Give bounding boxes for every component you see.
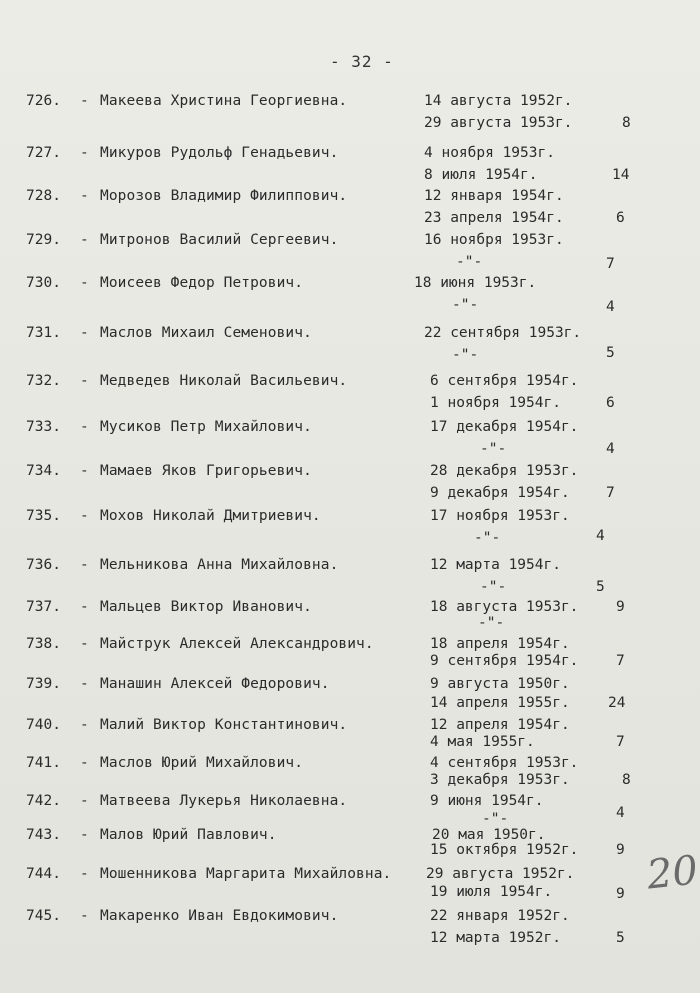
start-date: 28 декабря 1953г.: [430, 463, 579, 479]
ditto-mark: -"-: [456, 254, 483, 270]
person-name: Мальцев Виктор Иванович.: [100, 599, 312, 615]
end-date: 14 апреля 1955г.: [430, 695, 570, 711]
record-number: 727.: [26, 145, 61, 161]
start-date: 9 августа 1950г.: [430, 676, 570, 692]
person-name: Мамаев Яков Григорьевич.: [100, 463, 312, 479]
record-entry: [0, 507, 700, 551]
start-date: 17 декабря 1954г.: [430, 419, 579, 435]
end-date: 12 марта 1952г.: [430, 930, 561, 946]
person-name: Медведев Николай Васильевич.: [100, 373, 348, 389]
person-name: Матвеева Лукерья Николаевна.: [100, 793, 348, 809]
record-dash: -: [80, 676, 89, 692]
end-date: 3 декабря 1953г.: [430, 772, 570, 788]
start-date: 17 ноября 1953г.: [430, 508, 570, 524]
person-name: Митронов Василий Сергеевич.: [100, 232, 339, 248]
record-entry: [0, 231, 700, 275]
record-entry: [0, 324, 700, 368]
start-date: 9 июня 1954г.: [430, 793, 544, 809]
record-dash: -: [80, 908, 89, 924]
person-name: Мошенникова Маргарита Михайловна.: [100, 866, 392, 882]
record-number: 733.: [26, 419, 61, 435]
record-count: 8: [622, 772, 631, 788]
record-number: 736.: [26, 557, 61, 573]
record-dash: -: [80, 275, 89, 291]
record-entry: [0, 462, 700, 506]
record-dash: -: [80, 93, 89, 109]
record-dash: -: [80, 755, 89, 771]
record-entry: [0, 556, 700, 600]
record-number: 726.: [26, 93, 61, 109]
record-count: 4: [616, 805, 625, 821]
record-dash: -: [80, 508, 89, 524]
record-count: 6: [606, 395, 615, 411]
record-number: 742.: [26, 793, 61, 809]
record-count: 7: [616, 734, 625, 750]
record-count: 14: [612, 167, 630, 183]
end-date: 4 мая 1955г.: [430, 734, 535, 750]
record-dash: -: [80, 866, 89, 882]
start-date: 18 августа 1953г.: [430, 599, 579, 615]
ditto-mark: -"-: [482, 811, 509, 827]
record-dash: -: [80, 557, 89, 573]
record-entry: [0, 92, 700, 136]
person-name: Маслов Юрий Михайлович.: [100, 755, 304, 771]
record-dash: -: [80, 373, 89, 389]
ditto-mark: -"-: [474, 530, 501, 546]
end-date: 1 ноября 1954г.: [430, 395, 561, 411]
record-count: 9: [616, 886, 625, 902]
record-count: 4: [606, 441, 615, 457]
start-date: 4 сентября 1953г.: [430, 755, 579, 771]
record-number: 744.: [26, 866, 61, 882]
record-number: 739.: [26, 676, 61, 692]
record-dash: -: [80, 793, 89, 809]
record-entry: [0, 187, 700, 231]
end-date: 19 июля 1954г.: [430, 884, 553, 900]
record-number: 730.: [26, 275, 61, 291]
start-date: 22 сентября 1953г.: [424, 325, 582, 341]
start-date: 12 марта 1954г.: [430, 557, 561, 573]
ditto-mark: -"-: [478, 615, 505, 631]
record-entry: [0, 144, 700, 188]
start-date: 14 августа 1952г.: [424, 93, 573, 109]
record-count: 7: [616, 653, 625, 669]
record-entry: [0, 865, 700, 909]
record-number: 735.: [26, 508, 61, 524]
record-number: 745.: [26, 908, 61, 924]
record-number: 737.: [26, 599, 61, 615]
record-number: 729.: [26, 232, 61, 248]
record-number: 731.: [26, 325, 61, 341]
record-entry: [0, 675, 700, 719]
start-date: 18 июня 1953г.: [414, 275, 537, 291]
start-date: 18 апреля 1954г.: [430, 636, 570, 652]
start-date: 16 ноября 1953г.: [424, 232, 564, 248]
start-date: 22 января 1952г.: [430, 908, 570, 924]
end-date: 9 декабря 1954г.: [430, 485, 570, 501]
record-count: 9: [616, 599, 625, 615]
record-dash: -: [80, 145, 89, 161]
record-count: 4: [596, 528, 605, 544]
record-dash: -: [80, 599, 89, 615]
person-name: Маслов Михаил Семенович.: [100, 325, 312, 341]
record-count: 8: [622, 115, 631, 131]
record-number: 732.: [26, 373, 61, 389]
page-number: - 32 -: [330, 52, 394, 71]
record-dash: -: [80, 636, 89, 652]
person-name: Майструк Алексей Александрович.: [100, 636, 374, 652]
start-date: 20 мая 1950г.: [432, 827, 546, 843]
start-date: 12 января 1954г.: [424, 188, 564, 204]
person-name: Макеева Христина Георгиевна.: [100, 93, 348, 109]
record-number: 740.: [26, 717, 61, 733]
person-name: Малов Юрий Павлович.: [100, 827, 277, 843]
person-name: Манашин Алексей Федорович.: [100, 676, 330, 692]
record-number: 741.: [26, 755, 61, 771]
person-name: Макаренко Иван Евдокимович.: [100, 908, 339, 924]
record-dash: -: [80, 827, 89, 843]
handwritten-folio-number: 20: [644, 847, 700, 899]
record-entry: [0, 372, 700, 416]
person-name: Мусиков Петр Михайлович.: [100, 419, 312, 435]
start-date: 6 сентября 1954г.: [430, 373, 579, 389]
record-number: 743.: [26, 827, 61, 843]
end-date: 9 сентября 1954г.: [430, 653, 579, 669]
record-dash: -: [80, 188, 89, 204]
record-dash: -: [80, 717, 89, 733]
record-count: 4: [606, 299, 615, 315]
record-number: 738.: [26, 636, 61, 652]
start-date: 12 апреля 1954г.: [430, 717, 570, 733]
ditto-mark: -"-: [480, 579, 507, 595]
record-count: 24: [608, 695, 626, 711]
record-count: 6: [616, 210, 625, 226]
ditto-mark: -"-: [480, 441, 507, 457]
ditto-mark: -"-: [452, 297, 479, 313]
record-count: 7: [606, 485, 615, 501]
start-date: 29 августа 1952г.: [426, 866, 575, 882]
person-name: Малий Виктор Константинович.: [100, 717, 348, 733]
ditto-mark: -"-: [452, 347, 479, 363]
record-entry: [0, 274, 700, 318]
record-dash: -: [80, 419, 89, 435]
record-entry: [0, 418, 700, 462]
record-count: 5: [616, 930, 625, 946]
record-count: 5: [606, 345, 615, 361]
record-number: 734.: [26, 463, 61, 479]
end-date: 29 августа 1953г.: [424, 115, 573, 131]
record-dash: -: [80, 325, 89, 341]
record-number: 728.: [26, 188, 61, 204]
record-dash: -: [80, 463, 89, 479]
record-count: 5: [596, 579, 605, 595]
person-name: Мохов Николай Дмитриевич.: [100, 508, 321, 524]
end-date: 8 июля 1954г.: [424, 167, 538, 183]
record-entry: [0, 907, 700, 951]
person-name: Микуров Рудольф Генадьевич.: [100, 145, 339, 161]
record-count: 7: [606, 256, 615, 272]
record-count: 9: [616, 842, 625, 858]
person-name: Морозов Владимир Филиппович.: [100, 188, 348, 204]
person-name: Моисеев Федор Петрович.: [100, 275, 304, 291]
start-date: 4 ноября 1953г.: [424, 145, 555, 161]
record-dash: -: [80, 232, 89, 248]
person-name: Мельникова Анна Михайловна.: [100, 557, 339, 573]
end-date: 23 апреля 1954г.: [424, 210, 564, 226]
record-entry: [0, 826, 700, 870]
end-date: 15 октября 1952г.: [430, 842, 579, 858]
record-entry: [0, 635, 700, 679]
